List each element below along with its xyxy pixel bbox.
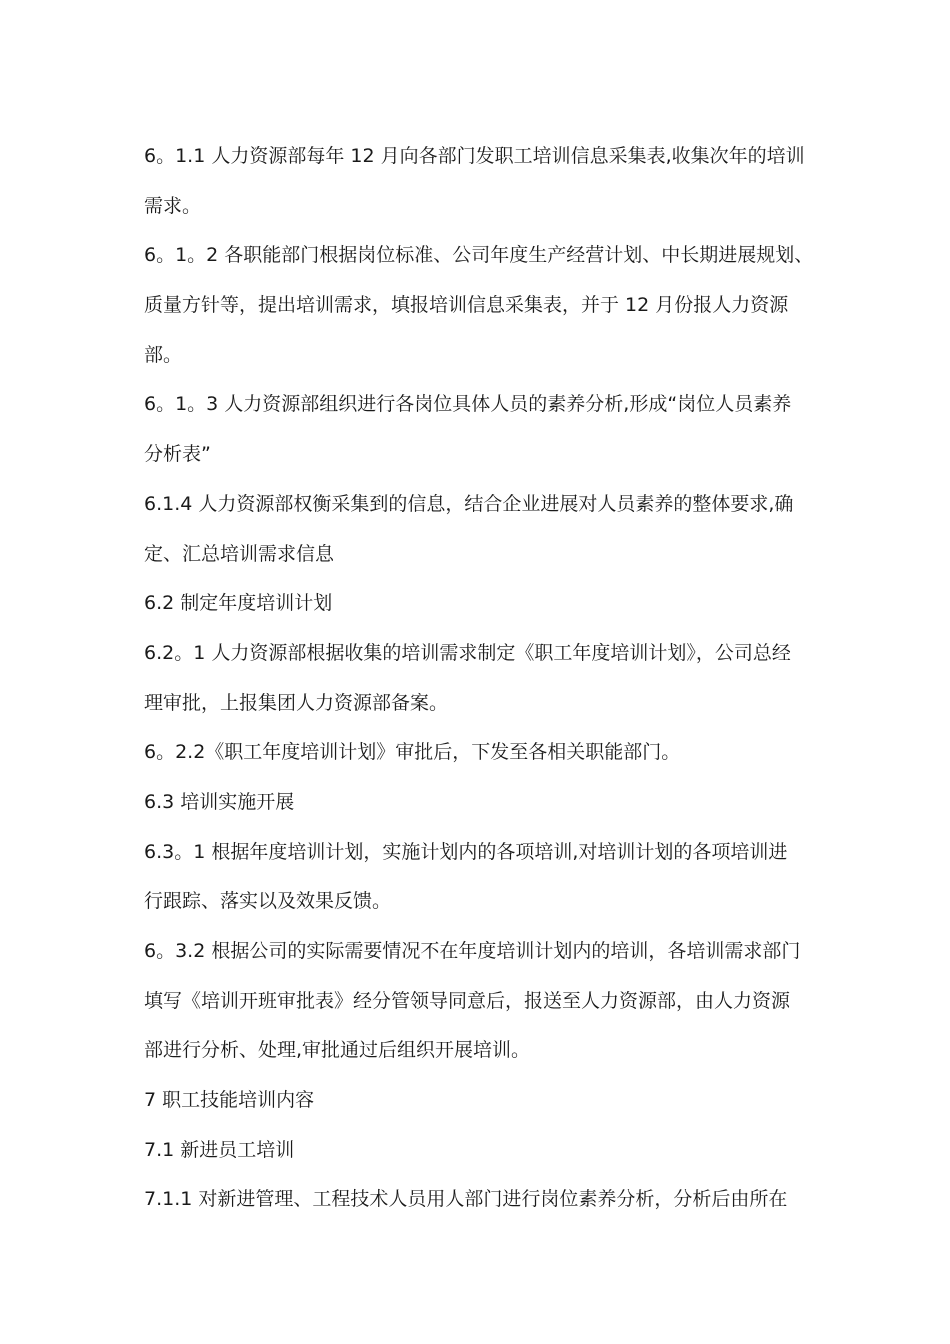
paragraph-line: 6.1.4 人力资源部权衡采集到的信息，结合企业进展对人员素养的整体要求,确 [144,492,794,515]
paragraph-line: 填写《培训开班审批表》经分管领导同意后，报送至人力资源部，由人力资源 [144,989,791,1012]
paragraph-line: 部。 [144,343,183,366]
paragraph-line: 理审批，上报集团人力资源部备案。 [144,691,449,714]
paragraph-line: 6。1。2 各职能部门根据岗位标准、公司年度生产经营计划、中长期进展规划、 [144,244,814,267]
paragraph-line: 部进行分析、处理,审批通过后组织开展培训。 [144,1039,531,1062]
document-body [144,132,824,1225]
paragraph-line: 6。1。3 人力资源部组织进行各岗位具体人员的素养分析,形成“岗位人员素养 [144,393,792,416]
section-heading: 6.3 培训实施开展 [144,790,295,813]
paragraph-line: 6。3.2 根据公司的实际需要情况不在年度培训计划内的培训，各培训需求部门 [144,940,801,962]
paragraph-line: 需求。 [144,194,202,217]
paragraph-line: 6.3。1 根据年度培训计划，实施计划内的各项培训,对培训计划的各项培训进 [144,840,788,863]
paragraph-line: 6。1.1 人力资源部每年 12 月向各部门发职工培训信息采集表,收集次年的培训 [144,145,805,167]
section-heading: 6.2 制定年度培训计划 [144,592,333,615]
paragraph-line: 行跟踪、落实以及效果反馈。 [144,890,392,913]
paragraph-line: 6.2。1 人力资源部根据收集的培训需求制定《职工年度培训计划》，公司总经 [144,641,791,664]
paragraph-line: 6。2.2《职工年度培训计划》审批后，下发至各相关职能部门。 [144,741,681,764]
section-heading: 7.1 新进员工培训 [144,1138,295,1161]
paragraph-line: 质量方针等，提出培训需求，填报培训信息采集表，并于 12 月份报人力资源 [144,294,789,317]
section-heading: 7 职工技能培训内容 [144,1089,315,1112]
paragraph-line: 定、汇总培训需求信息 [144,542,335,565]
paragraph-line: 7.1.1 对新进管理、工程技术人员用人部门进行岗位素养分析，分析后由所在 [144,1188,788,1211]
paragraph-line: 分析表” [144,443,211,466]
